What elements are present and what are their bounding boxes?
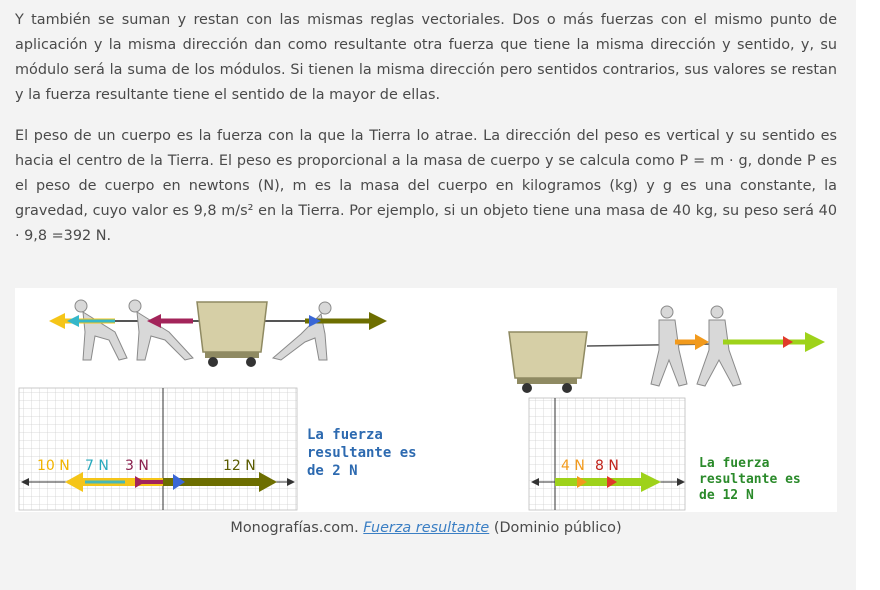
left-result-text xyxy=(307,427,417,479)
force-label-4n: 4 N xyxy=(561,458,585,474)
caption-source: Monografías.com. xyxy=(230,520,359,536)
right-result-line-1: La fuerza xyxy=(699,456,770,471)
right-result-line-2: resultante es xyxy=(699,472,801,487)
force-label-8n: 8 N xyxy=(595,458,619,474)
force-label-3n: 3 N xyxy=(125,458,149,474)
cart-icon-right xyxy=(509,332,587,393)
person-1-icon xyxy=(75,300,127,360)
left-result-line-3: de 2 N xyxy=(307,463,358,479)
figure-caption xyxy=(15,516,837,540)
person-3-icon xyxy=(273,302,331,360)
right-grid-diagram xyxy=(529,398,685,510)
person-4-icon xyxy=(651,306,687,386)
caption-license: (Dominio público) xyxy=(493,520,622,536)
forces-illustration xyxy=(15,288,837,512)
forces-figure xyxy=(15,288,837,512)
force-label-10n: 10 N xyxy=(37,458,70,474)
right-result-text xyxy=(699,456,801,503)
right-push-scene xyxy=(509,306,825,393)
left-result-line-2: resultante es xyxy=(307,445,417,461)
force-label-12n: 12 N xyxy=(223,458,256,474)
left-grid-diagram xyxy=(19,388,297,510)
cart-icon xyxy=(197,302,267,367)
force-label-7n: 7 N xyxy=(85,458,109,474)
caption-link[interactable]: Fuerza resultante xyxy=(363,520,490,536)
person-2-icon xyxy=(129,300,193,360)
right-result-line-3: de 12 N xyxy=(699,488,754,503)
person-5-icon xyxy=(697,306,741,386)
left-tug-scene xyxy=(49,300,387,367)
paragraph-weight: El peso de un cuerpo es la fuerza con la que la Tierra lo atrae. La dirección del peso es vertical y su sentido es hacia el centro de la Tierra. El peso es proporcional a la masa de cuerpo y se calcula como P = m · g, donde P es el peso de cuerpo en newtons (N), m es la masa del cuerpo en kilogramos (kg) y g es una constante, la gravedad, cuyo valor es 9,8 m/s² en la Tierra. Por ejemplo, si un objeto tiene una masa de 40 kg, su peso será 40 · 9,8 =392 N. xyxy=(15,128,837,244)
left-result-line-1: La fuerza xyxy=(307,427,383,443)
paragraph-vector-sum: Y también se suman y restan con las mismas reglas vectoriales. Dos o más fuerzas con el mismo punto de aplicación y la misma dirección dan como resultante otra fuerza que tiene la misma dirección y sentido, y, su módulo será la suma de los módulos. Si tienen la misma dirección pero sentidos contrarios, sus valores se restan y la fuerza resultante tiene el sentido de la mayor de ellas. xyxy=(15,12,837,103)
